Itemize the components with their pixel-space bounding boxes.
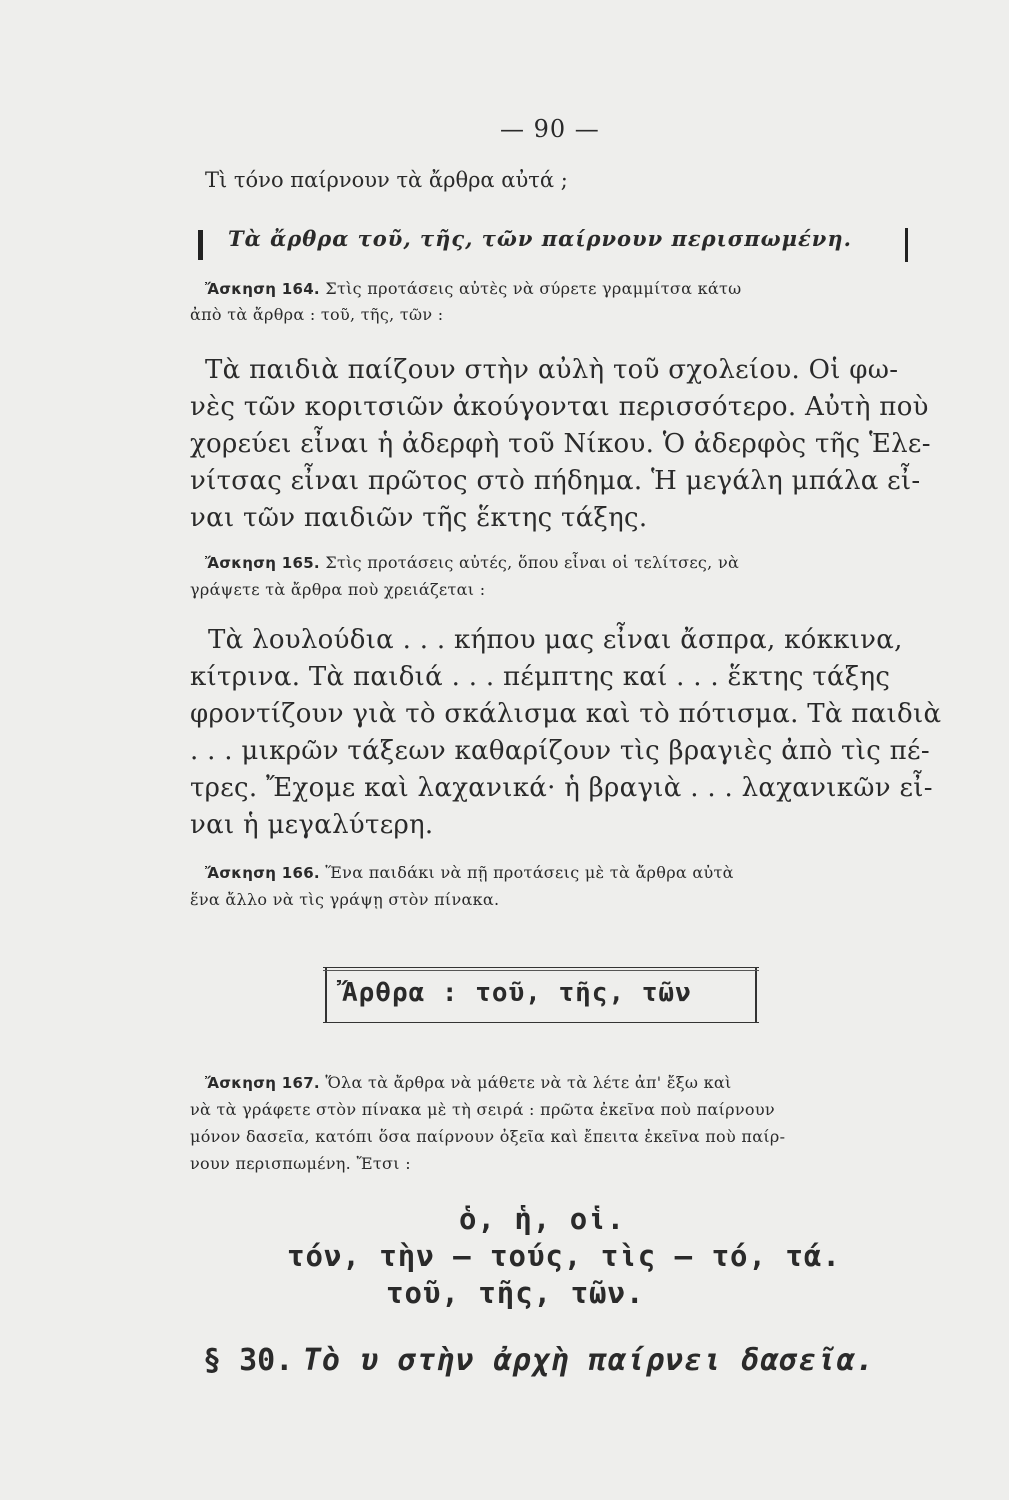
exercise-165-text-line: Τὰ λουλούδια . . . κήπου μας εἶναι ἄσπρα, κόκκινα, [208, 625, 903, 655]
section-heading [203, 1343, 875, 1378]
section-number: § 30. [203, 1343, 294, 1378]
exercise-165-instruction-2: γράψετε τὰ ἄρθρα ποὺ χρειάζεται : [190, 580, 486, 599]
exercise-165-text-line: τρες. Ἔχομε καὶ λαχανικά· ἡ βραγιὰ . . . λαχανικῶν εἶ- [190, 773, 933, 803]
exercise-164-text-line: χορεύει εἶναι ἡ ἀδερφὴ τοῦ Νίκου. Ὁ ἀδερφὸς τῆς Ἑλε- [190, 429, 931, 459]
exercise-167-label: Ἄσκηση 167. [205, 1074, 320, 1092]
articles-line: ὁ, ἡ, οἱ. [459, 1202, 626, 1236]
exercise-166-header [205, 863, 734, 882]
exercise-166-label: Ἄσκηση 166. [205, 864, 320, 882]
exercise-165-text-line: φροντίζουν γιὰ τὸ σκάλισμα καὶ τὸ πότισμα. Τὰ παιδιὰ [190, 699, 942, 729]
rule-bar-left [198, 230, 203, 260]
articles-line: τοῦ, τῆς, τῶν. [386, 1276, 645, 1310]
exercise-164-text-line: Τὰ παιδιὰ παίζουν στὴν αὐλὴ τοῦ σχολείου. Οἱ φω- [205, 355, 899, 385]
exercise-165-instruction-1: Στὶς προτάσεις αὐτές, ὅπου εἶναι οἱ τελίτσες, νὰ [325, 553, 740, 572]
section-title: Τὸ υ στὴν ἀρχὴ παίρνει δασεῖα. [302, 1343, 875, 1378]
page-number: — 90 — [500, 115, 600, 143]
box-rule [323, 967, 759, 968]
exercise-165-header [205, 553, 739, 572]
exercise-164-label: Ἄσκηση 164. [205, 280, 320, 298]
exercise-165-text-line: ναι ἡ μεγαλύτερη. [190, 810, 434, 840]
exercise-166-instruction-2: ἕνα ἄλλο νὰ τὶς γράψῃ στὸν πίνακα. [190, 890, 500, 909]
articles-box [325, 967, 757, 1023]
rule-box [198, 226, 908, 262]
exercise-165-text-line: . . . μικρῶν τάξεων καθαρίζουν τὶς βραγιὲς ἀπὸ τὶς πέ- [190, 736, 930, 766]
exercise-167-instruction-line: νὰ τὰ γράφετε στὸν πίνακα μὲ τὴ σειρά : πρῶτα ἐκεῖνα ποὺ παίρνουν [190, 1100, 775, 1119]
articles-box-text: Ἄρθρα : τοῦ, τῆς, τῶν [342, 978, 692, 1008]
exercise-167-instruction-line: μόνον δασεῖα, κατόπι ὅσα παίρνουν ὀξεῖα καὶ ἔπειτα ἐκεῖνα ποὺ παίρ- [190, 1127, 786, 1146]
exercise-164-text-line: νίτσας εἶναι πρῶτος στὸ πήδημα. Ἡ μεγάλη μπάλα εἶ- [190, 466, 921, 496]
exercise-165-text-line: κίτρινα. Τὰ παιδιά . . . πέμπτης καί . . . ἕκτης τάξης [190, 662, 891, 692]
box-rule [323, 1022, 759, 1023]
question: Τὶ τόνο παίρνουν τὰ ἄρθρα αὐτά ; [205, 168, 568, 192]
exercise-164-instruction-2: ἀπὸ τὰ ἄρθρα : τοῦ, τῆς, τῶν : [190, 305, 444, 324]
exercise-166-instruction-1: Ἕνα παιδάκι νὰ πῇ προτάσεις μὲ τὰ ἄρθρα αὐτὰ [325, 863, 734, 882]
box-rule [323, 970, 759, 971]
exercise-165-label: Ἄσκηση 165. [205, 554, 320, 572]
exercise-167-instruction-line: νουν περισπωμένη. Ἔτσι : [190, 1154, 411, 1173]
articles-line: τόν, τὴν — τούς, τὶς — τό, τά. [287, 1239, 841, 1273]
exercise-164-text-line: ναι τῶν παιδιῶν τῆς ἕκτης τάξης. [190, 503, 648, 533]
exercise-164-header [205, 279, 741, 298]
rule-text: Τὰ ἄρθρα τοῦ, τῆς, τῶν παίρνουν περισπωμένη. [228, 226, 852, 251]
exercise-164-text-line: νὲς τῶν κοριτσιῶν ἀκούγονται περισσότερο. Αὐτὴ ποὺ [190, 392, 929, 422]
exercise-164-instruction-1: Στὶς προτάσεις αὐτὲς νὰ σύρετε γραμμίτσα κάτω [325, 279, 742, 298]
rule-bar-right [905, 228, 908, 262]
exercise-167-instruction-1: Ὅλα τὰ ἄρθρα νὰ μάθετε νὰ τὰ λέτε ἀπ' ἔξω καὶ [325, 1073, 732, 1092]
exercise-167-header [205, 1073, 732, 1092]
